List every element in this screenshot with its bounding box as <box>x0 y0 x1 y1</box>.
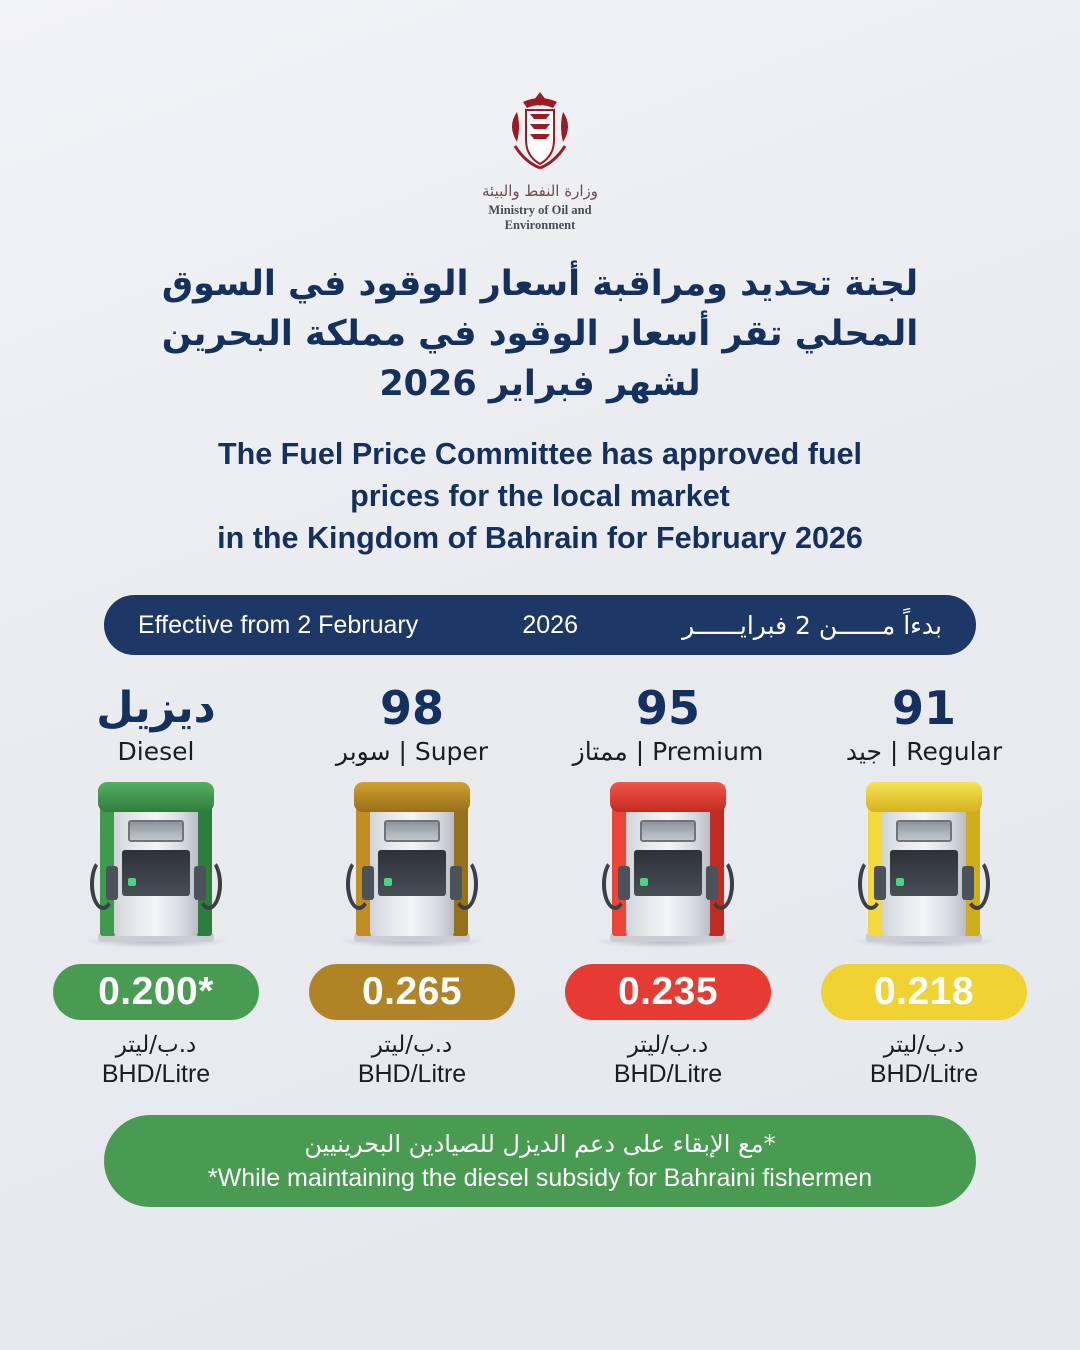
bahrain-coat-of-arms-icon <box>493 86 587 178</box>
ministry-name-arabic: وزارة النفط والبيئة <box>482 182 598 200</box>
subsidy-note-banner <box>104 1115 976 1207</box>
ministry-name-english <box>488 203 591 233</box>
price-pill-diesel: 0.200* <box>53 964 259 1020</box>
fuel-column-super-98 <box>296 681 528 1089</box>
price-unit-arabic-diesel: د.ب/ليتر <box>115 1032 197 1058</box>
price-unit-arabic-regular-91: د.ب/ليتر <box>883 1032 965 1058</box>
grade-label-super-98: 98 <box>379 681 444 735</box>
ministry-name-english-line1: Ministry of Oil and <box>488 203 592 217</box>
ministry-name-english-line2: Environment <box>504 218 576 232</box>
subsidy-note-arabic: *مع الإبقاء على دعم الديزل للصيادين البحرينيين <box>304 1129 776 1158</box>
grade-subtitle-regular-91: جيد | Regular <box>845 737 1003 766</box>
fuel-pump-icon-premium-95 <box>588 780 748 948</box>
price-pill-super-98: 0.265 <box>309 964 515 1020</box>
headline-english-line1: The Fuel Price Committee has approved fuel <box>217 437 863 471</box>
headline-english-line3: in the Kingdom of Bahrain for February 2026 <box>217 521 863 555</box>
grade-label-diesel: ديزيل <box>96 683 216 733</box>
effective-date-year: 2026 <box>522 610 578 639</box>
fuel-pump-icon-regular-91 <box>844 780 1004 948</box>
price-pill-premium-95: 0.235 <box>565 964 771 1020</box>
effective-date-english: Effective from 2 February <box>138 610 419 639</box>
fuel-column-premium-95 <box>552 681 784 1089</box>
grade-subtitle-diesel: Diesel <box>117 737 195 766</box>
price-pill-regular-91: 0.218 <box>821 964 1027 1020</box>
effective-date-bar <box>104 595 976 655</box>
fuel-grade-grid <box>40 681 1040 1089</box>
price-unit-english-diesel: BHD/Litre <box>101 1060 211 1088</box>
fuel-column-diesel <box>40 681 272 1089</box>
grade-label-premium-95: 95 <box>635 681 700 735</box>
effective-date-arabic: بدءاً مــــــن 2 فبرايــــــر <box>682 610 942 640</box>
headline-arabic: لجنة تحديد ومراقبة أسعار الوقود في السوق المحلي تقر أسعار الوقود في مملكة البحرين لشهر فبراير 2026 <box>161 264 919 404</box>
price-unit-english-super-98: BHD/Litre <box>357 1060 467 1088</box>
subsidy-note-english: *While maintaining the diesel subsidy for Bahraini fishermen <box>207 1163 873 1192</box>
grade-label-regular-91: 91 <box>891 681 956 735</box>
headline-english <box>90 433 990 559</box>
grade-subtitle-premium-95: ممتاز | Premium <box>572 737 764 766</box>
grade-subtitle-super-98: سوبر | Super <box>335 737 489 766</box>
price-unit-arabic-super-98: د.ب/ليتر <box>371 1032 453 1058</box>
price-unit-english-premium-95: BHD/Litre <box>613 1060 723 1088</box>
ministry-logo-block <box>0 0 1080 233</box>
fuel-column-regular-91 <box>808 681 1040 1089</box>
fuel-pump-icon-diesel <box>76 780 236 948</box>
price-unit-arabic-premium-95: د.ب/ليتر <box>627 1032 709 1058</box>
fuel-pump-icon-super-98 <box>332 780 492 948</box>
price-unit-english-regular-91: BHD/Litre <box>869 1060 979 1088</box>
headline-english-line2: prices for the local market <box>350 479 730 513</box>
